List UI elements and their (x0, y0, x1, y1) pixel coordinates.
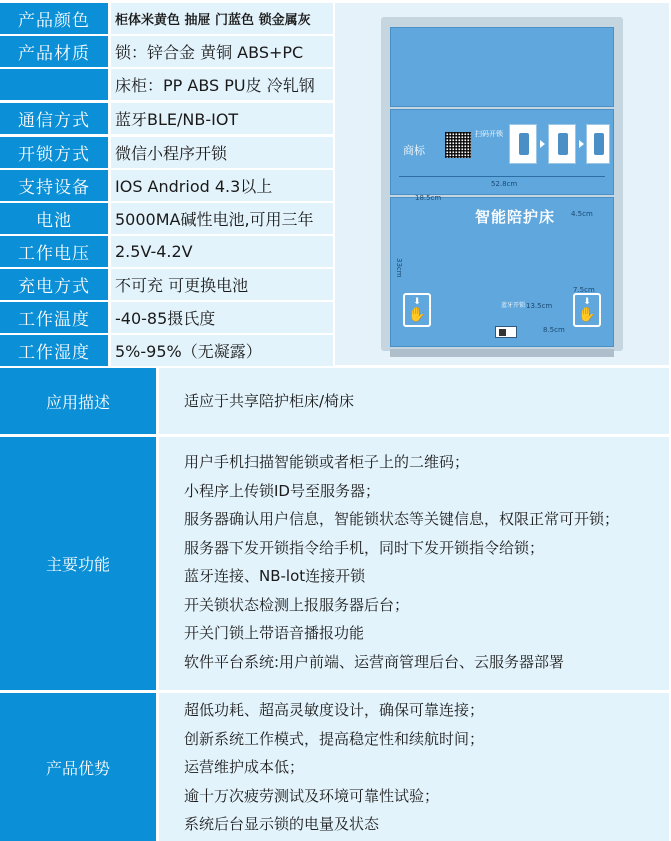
right-handle-icon: ⬇ ✋ (573, 293, 601, 327)
cabinet-illustration (381, 17, 623, 351)
section-line: 服务器确认用户信息，智能锁状态等关键信息，权限正常可开锁； (184, 510, 620, 528)
section-advantages (0, 693, 669, 841)
section-label: 应用描述 (0, 368, 156, 434)
spec-value: 不可充 可更换电池 (111, 269, 333, 300)
spec-label: 开锁方式 (0, 137, 108, 168)
section-functions (0, 437, 669, 690)
section-line: 软件平台系统:用户前端、运营商管理后台、云服务器部署 (184, 652, 565, 671)
arrow-right-icon (540, 140, 545, 148)
spec-value: IOS Andriod 4.3以上 (111, 170, 333, 201)
spec-label: 支持设备 (0, 170, 108, 201)
spec-value: 锁：锌合金 黄铜 ABS+PC (111, 36, 333, 67)
step-lock-icon (586, 124, 610, 164)
spec-label: 充电方式 (0, 269, 108, 300)
spec-row-humidity (0, 335, 333, 366)
cabinet-instruction-panel (390, 109, 614, 195)
section-body (159, 368, 669, 434)
spec-row-color (0, 3, 333, 34)
dimension-line (399, 176, 605, 177)
dimension-label: 33cm (395, 258, 403, 278)
product-image (335, 3, 669, 365)
spec-value: 床柜：PP ABS PU皮 冷轧钢 (111, 69, 333, 100)
section-line: 运营维护成本低； (184, 758, 305, 776)
spec-label (0, 69, 108, 100)
left-handle-icon: ⬇ ✋ (403, 293, 431, 327)
spec-row-battery (0, 203, 333, 234)
spec-row-charging (0, 269, 333, 300)
spec-value: 微信小程序开锁 (111, 137, 333, 168)
lock-label: 蓝牙开锁 (501, 302, 526, 309)
spec-value: 5%-95%（无凝露） (111, 335, 333, 366)
cabinet-body (390, 194, 614, 347)
spec-row-voltage (0, 236, 333, 267)
spec-value: 5000MA碱性电池,可用三年 (111, 203, 333, 234)
section-line: 逾十万次疲劳测试及环境可靠性试验； (184, 786, 440, 805)
lock-icon (495, 326, 517, 338)
spec-label: 产品材质 (0, 36, 108, 67)
spec-label: 工作温度 (0, 302, 108, 333)
section-line: 服务器下发开锁指令给手机，同时下发开锁指令给锁； (184, 538, 545, 557)
section-label: 主要功能 (0, 437, 156, 690)
section-line: 小程序上传锁ID号至服务器； (184, 481, 380, 500)
spec-value: 柜体米黄色 抽屉 门蓝色 锁金属灰 (111, 3, 333, 34)
spec-label: 工作湿度 (0, 335, 108, 366)
spec-row-communication (0, 103, 333, 134)
spec-value: -40-85摄氏度 (111, 302, 333, 333)
dimension-label: 18.5cm (415, 194, 442, 202)
dimension-label: 4.5cm (571, 210, 593, 218)
section-body (159, 693, 669, 841)
step-bottle-icon (548, 124, 576, 164)
section-line: 适应于共享陪护柜床/椅床 (184, 392, 355, 410)
dimension-label: 8.5cm (543, 326, 565, 334)
section-line: 开关锁状态检测上报服务器后台； (184, 595, 410, 614)
section-line: 开关门锁上带语音播报功能 (184, 624, 365, 642)
cabinet-title: 智能陪护床 (475, 208, 556, 226)
section-application (0, 368, 669, 434)
section-line: 蓝牙连接、NB-lot连接开锁 (184, 567, 366, 585)
spec-row-unlock (0, 137, 333, 168)
spec-row-temperature (0, 302, 333, 333)
spec-row-material-cont (0, 69, 333, 100)
section-line: 用户手机扫描智能锁或者柜子上的二维码； (184, 453, 470, 471)
spec-label: 产品颜色 (0, 3, 108, 34)
section-line: 系统后台显示锁的电量及状态 (184, 815, 380, 833)
spec-label: 工作电压 (0, 236, 108, 267)
spec-row-devices (0, 170, 333, 201)
scan-label: 扫码开锁 (475, 130, 503, 138)
section-line: 创新系统工作模式，提高稳定性和续航时间； (184, 729, 485, 748)
spec-row-material (0, 36, 333, 67)
dimension-label: 13.5cm (526, 302, 553, 310)
section-label: 产品优势 (0, 693, 156, 841)
cabinet-base (390, 349, 614, 357)
step-phone-icon (509, 124, 537, 164)
cabinet-top-door (390, 27, 614, 107)
dimension-label: 52.8cm (491, 180, 518, 188)
spec-value: 2.5V-4.2V (111, 236, 333, 267)
qr-code-icon (445, 132, 471, 158)
section-body (159, 437, 669, 690)
spec-value: 蓝牙BLE/NB-IOT (111, 103, 333, 134)
section-line: 超低功耗、超高灵敏度设计，确保可靠连接； (184, 701, 485, 719)
dimension-label: 7.5cm (573, 286, 595, 294)
spec-label: 电池 (0, 203, 108, 234)
arrow-right-icon (579, 140, 584, 148)
brand-label: 商标 (403, 144, 425, 157)
spec-label: 通信方式 (0, 103, 108, 134)
